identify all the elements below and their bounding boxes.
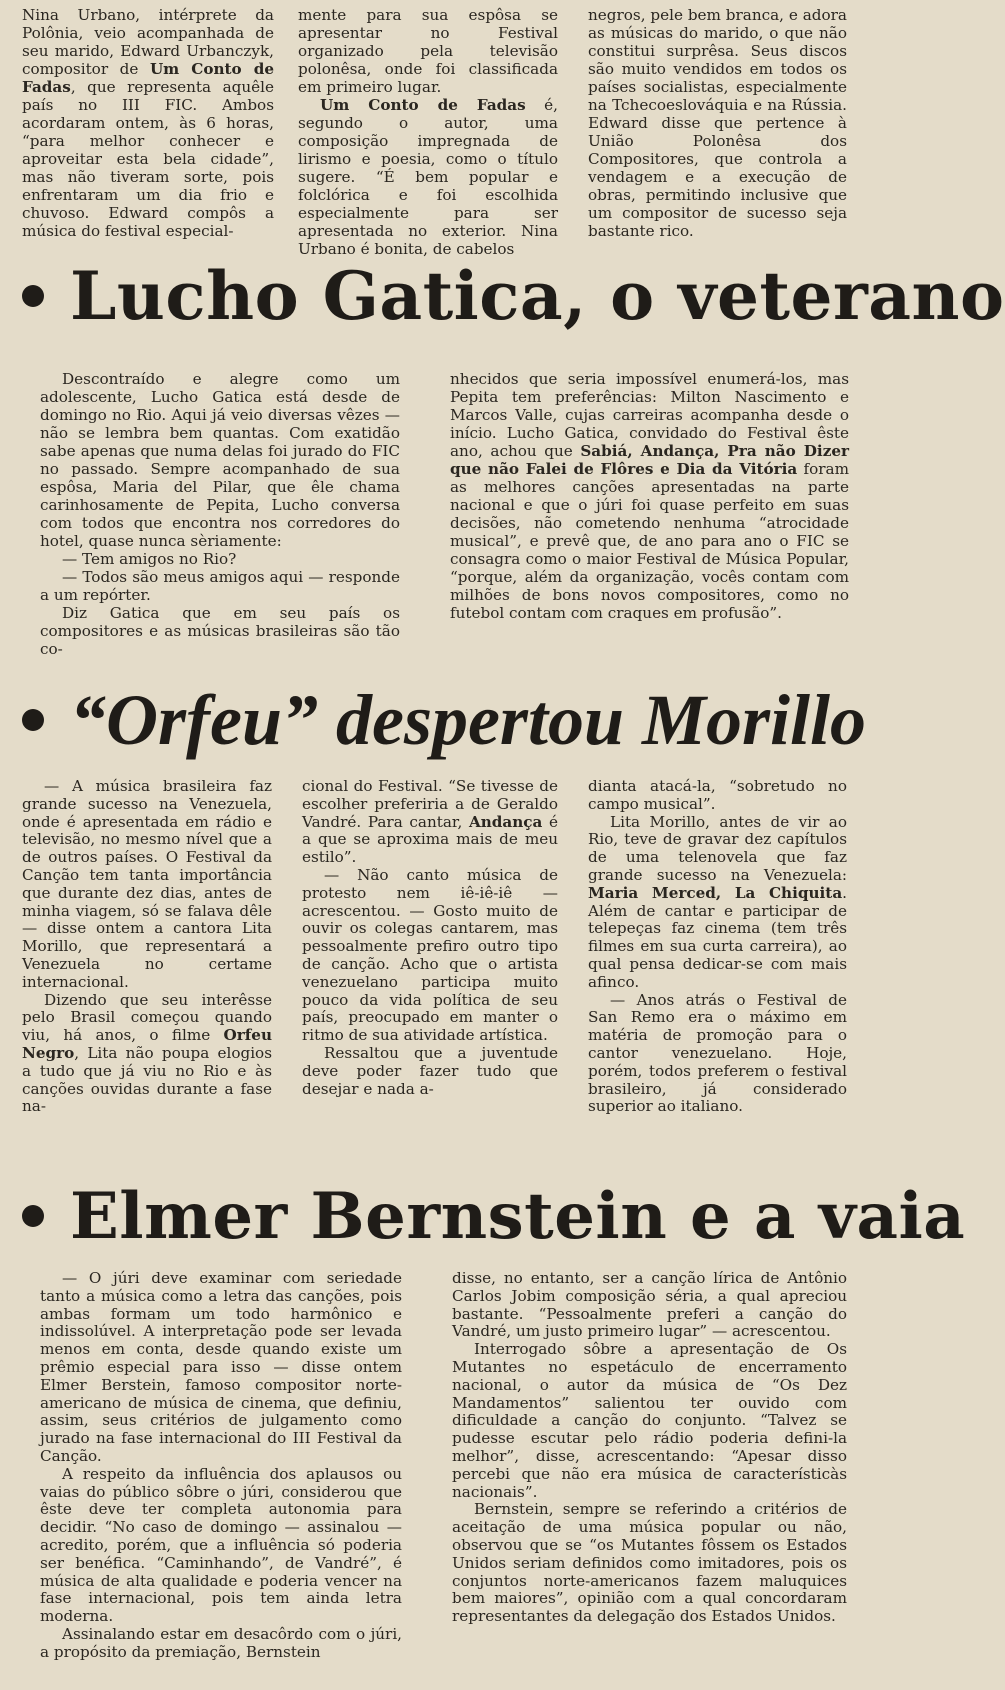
film-title: Orfeu Negro bbox=[22, 1026, 272, 1062]
song-title: Andança bbox=[468, 812, 543, 831]
headline-elmer bbox=[0, 1178, 966, 1254]
bullet-icon bbox=[22, 285, 44, 307]
orfeu-col-1-p1: — A música brasileira faz grande sucesso na Venezuela, onde é apresentada em rádio e televisão, no mesmo nível que a de outros países. O Festival da Canção tem tanta importância que durante dez dias, antes de minha viagem, só se falava dêle — disse ontem a cantora Lita Morillo, que representará a Venezuela no certame internacional. bbox=[22, 777, 272, 991]
orfeu-col-2-p3: Ressaltou que a juventude deve poder fazer tudo que desejar e nada a- bbox=[302, 1043, 558, 1098]
orfeu-story bbox=[0, 778, 861, 1116]
text-run: é, segundo o autor, uma composição impregnada de lirismo e poesia, como o título sugere. “É bem popular e folclórica e foi escolhida especialmente para ser apresentada no exterior. Nina Urbano é bonita, de cabelos bbox=[298, 96, 558, 258]
telenovela-title: Maria Merced, La Chiquita bbox=[588, 883, 843, 902]
lucho-col-1-p1: Descontraído e alegre como um adolescente, Lucho Gatica está desde de domingo no Rio. Aqui já veio diversas vêzes — não se lembra bem quantas. Com exatidão sabe apenas que numa delas foi jurado do FIC no passado. Sempre acompanhado de sua espôsa, Maria del Pilar, que êle chama carinhosamente de Pepita, Lucho conversa com todos que encontra nos corredores do hotel, quase nunca sèriamente: bbox=[40, 370, 400, 550]
headline-orfeu-text: “Orfeu” despertou Morillo bbox=[70, 679, 867, 760]
orfeu-col-1-p2 bbox=[22, 992, 272, 1117]
lucho-col-2-text bbox=[450, 370, 849, 622]
lucho-col-1-p3: — Todos são meus amigos aqui — responde a um repórter. bbox=[40, 568, 400, 604]
text-run: cional do Festival. “Se tivesse de escolher preferiria a de Geraldo Vandré. Para cantar, bbox=[302, 777, 558, 831]
text-run: Dizendo que seu interêsse pelo Brasil começou quando viu, há anos, o filme bbox=[22, 990, 272, 1045]
elmer-col-2-p2: Interrogado sôbre a apresentação de Os Mutantes no espetáculo de encerramento nacional, o autor da música de “Os Dez Mandamentos” salientou ter ouvido com dificuldade a canção do conjunto. “Talvez se pudesse escutar pelo rádio poderia defini-la melhor”, disse, acrescentando: “Apesar disso percebi que não era música de característicàs nacionais”. bbox=[452, 1340, 847, 1501]
elmer-col-1 bbox=[0, 1270, 430, 1662]
top-story bbox=[0, 6, 861, 258]
orfeu-col-1 bbox=[0, 778, 290, 1116]
headline-orfeu bbox=[0, 679, 867, 760]
song-titles: Sabiá, Andança, Pra não Dizer que não Falei de Flôres e Dia da Vitória bbox=[450, 442, 849, 478]
text-run: , que representa aquêle país no III FIC. Ambos acordaram ontem, às 6 horas, “para melhor conhecer e aproveitar esta bela cidade”, mas não tiveram sorte, pois enfrentaram um dia frio e chuvoso. Edward compôs a música do festival especial- bbox=[22, 78, 274, 240]
orfeu-col-2-p1 bbox=[302, 778, 558, 867]
top-story-col-1-text bbox=[22, 6, 274, 240]
text-run: , Lita não poupa elogios a tudo que já viu no Rio e às canções ouvidas durante a fase na- bbox=[22, 1043, 272, 1116]
orfeu-col-2 bbox=[290, 778, 580, 1116]
orfeu-col-3-p3: — Anos atrás o Festival de San Remo era o máximo em matéria de promoção para o cantor venezuelano. Hoje, porém, todos preferem o festival brasileiro, já considerado superior ao italiano. bbox=[588, 990, 847, 1116]
elmer-story bbox=[0, 1270, 861, 1662]
lucho-col-2 bbox=[430, 370, 861, 658]
headline-lucho bbox=[0, 257, 1005, 335]
orfeu-col-3-p2 bbox=[588, 814, 847, 992]
elmer-col-1-p2: A respeito da influência dos aplausos ou vaias do público sôbre o júri, considerou que êste deve ter completa autonomia para decidir. “No caso de domingo — assinalou — acredito, porém, que a influência só poderia ser benéfica. “Caminhando”, de Vandré”, é música de alta qualidade e poderia vencer na fase internacional, pois tem ainda letra moderna. bbox=[40, 1464, 402, 1626]
text-run: Lita Morillo, antes de vir ao Rio, teve de gravar dez capítulos de uma telenovela que faz grande sucesso na Venezuela: bbox=[588, 812, 847, 884]
top-story-col-2-p2 bbox=[298, 96, 558, 258]
song-title: Um Conto de Fadas bbox=[22, 60, 274, 96]
text-run: é a que se aproxima mais de meu estilo”. bbox=[302, 812, 558, 867]
lucho-col-1-p4: Diz Gatica que em seu país os compositores e as músicas brasileiras são tão co- bbox=[40, 604, 400, 658]
headline-lucho-text: Lucho Gatica, o veterano bbox=[70, 257, 1005, 335]
text-run: Nina Urbano, intérprete da Polônia, veio acompanhada de seu marido, Edward Urbanczyk, compositor de bbox=[22, 6, 274, 78]
bullet-icon bbox=[22, 709, 44, 731]
top-story-col-3 bbox=[580, 6, 861, 258]
lucho-col-1-p2: — Tem amigos no Rio? bbox=[62, 550, 237, 568]
elmer-col-1-p1: — O júri deve examinar com seriedade tanto a música como a letra das canções, pois ambas formam um todo harmônico e indissolúvel. A interpretação pode ser levada menos em conta, desde quando existe um prêmio especial para isso — disse ontem Elmer Berstein, famoso compositor norte-americano de música de cinema, que definiu, assim, seus critérios de julgamento como jurado na fase internacional do III Festival da Canção. bbox=[40, 1269, 402, 1465]
orfeu-col-3-p1: dianta atacá-la, “sobretudo no campo musical”. bbox=[588, 777, 847, 813]
top-story-col-1 bbox=[0, 6, 290, 258]
elmer-col-2-p1: disse, no entanto, ser a canção lírica de Antônio Carlos Jobim composição séria, a qual apreciou bastante. “Pessoalmente preferi a canção do Vandré, um justo primeiro lugar” — acrescentou. bbox=[452, 1269, 847, 1341]
headline-elmer-text: Elmer Bernstein e a vaia bbox=[70, 1178, 966, 1254]
text-run: nhecidos que seria impossível enumerá-los, mas Pepita tem preferências: Milton Nascimento e Marcos Valle, cujas carreiras acompanha desde o início. Lucho Gatica, convidado do Festival êste ano, achou que bbox=[450, 370, 849, 460]
elmer-col-2-p3: Bernstein, sempre se referindo a critérios de aceitação de uma música popular ou não, observou que se “os Mutantes fôssem os Estados Unidos seriam definidos como imitadores, pois os conjuntos norte-americanos fazem maluquices bem maiores”, opinião com a qual concordaram representantes da delegação dos Estados Unidos. bbox=[452, 1500, 847, 1626]
elmer-col-1-p3: Assinalando estar em desacôrdo com o júri, a propósito da premiação, Bernstein bbox=[40, 1624, 402, 1661]
lucho-story bbox=[0, 370, 861, 658]
top-story-col-2-p1: mente para sua espôsa se apresentar no Festival organizado pela televisão polonêsa, onde foi classificada em primeiro lugar. bbox=[298, 6, 558, 96]
elmer-col-2 bbox=[430, 1270, 861, 1662]
text-run: foram as melhores canções apresentadas na parte nacional e que o júri foi quase perfeito em suas decisões, não cometendo nenhuma “atrocidade musical”, e prevê que, de ano para ano o FIC se consagra como o maior Festival de Música Popular, “porque, além da organização, vocês contam com milhões de bons novos compositores, como no futebol contam com craques em profusão”. bbox=[450, 460, 849, 622]
orfeu-col-2-p2: — Não canto música de protesto nem iê-iê-iê — acrescentou. — Gosto muito de ouvir os colegas cantarem, mas pessoalmente prefiro outro tipo de canção. Acho que o artista venezuelano participa muito pouco da vida política de seu país, preocupado em manter o ritmo de sua atividade artística. bbox=[302, 865, 558, 1045]
bullet-icon bbox=[22, 1205, 44, 1227]
top-story-col-3-text: negros, pele bem branca, e adora as músicas do marido, o que não constitui surprêsa. Seus discos são muito vendidos em todos os países socialistas, especialmente na Tchecoeslováquia e na Rússia. Edward disse que pertence à União Polonêsa dos Compositores, que controla a vendagem e a execução de obras, permitindo inclusive que um compositor de sucesso seja bastante rico. bbox=[588, 6, 847, 240]
lucho-col-1 bbox=[0, 370, 430, 658]
text-run: . Além de cantar e participar de telepeças faz cinema (tem três filmes em sua curta carreira), ao qual pensa dedicar-se com mais afinco. bbox=[588, 883, 847, 991]
song-title: Um Conto de Fadas bbox=[320, 96, 526, 114]
top-story-col-2 bbox=[290, 6, 580, 258]
orfeu-col-3 bbox=[580, 778, 861, 1116]
